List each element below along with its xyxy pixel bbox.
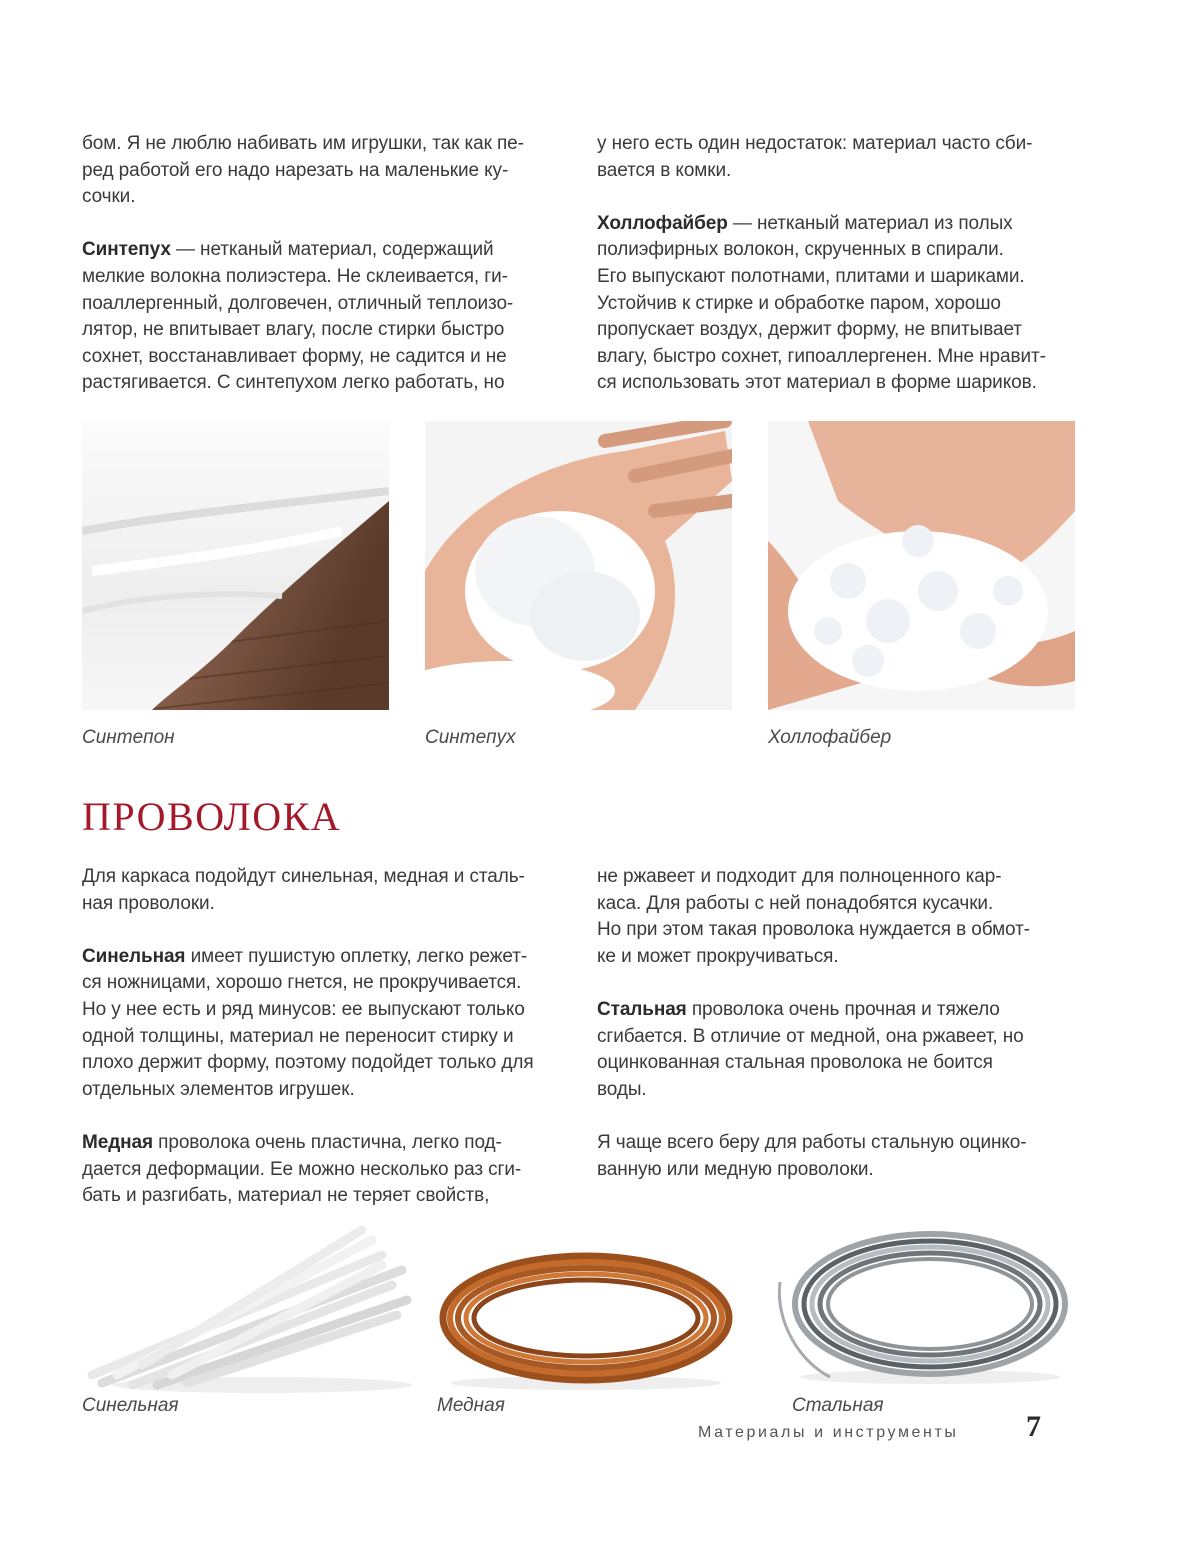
term-copper: Медная (82, 1131, 153, 1153)
chenille-wire-photo (82, 1225, 412, 1395)
copper-wire-photo (436, 1233, 742, 1393)
wire-left-column (82, 864, 582, 1236)
paragraph: у него есть один недостаток: материал часто сби- вается в комки. (597, 133, 1033, 181)
caption-sintepon: Синтепон (82, 727, 175, 748)
caption-steel: Стальная (792, 1395, 884, 1416)
term-sintepuh: Синтепух (82, 239, 171, 261)
sintepon-photo (82, 421, 389, 710)
term-steel: Стальная (597, 998, 687, 1020)
paragraph-steel: Стальная проволока очень прочная и тяжело сгибается. В отличие от медной, она ржавеет, но оцинкованная стальная проволока не боится воды. (597, 998, 1024, 1100)
paragraph: Для каркаса подойдут синельная, медная и сталь- ная проволоки. (82, 866, 525, 914)
steel-wire-photo (770, 1212, 1080, 1387)
caption-copper: Медная (437, 1395, 505, 1416)
paragraph-copper: Медная проволока очень пластична, легко под- дается деформации. Ее можно несколько раз сги- бать и разгибать, материал не теряет свойств, (82, 1131, 522, 1207)
section-title: ПРОВОЛОКА (82, 794, 342, 839)
paragraph-hollofiber: Холлофайбер — нетканый материал из полых полиэфирных волокон, скрученных в спирали. Его выпускают полотнами, плитами и шариками. Устойчив к стирке и обработке паром, хорошо пропускает воздух, держит форму, не впитывает влагу, быстро сохнет, гипоаллергенен. Мне нравит- ся использовать этот материал в форме шариков. (597, 212, 1046, 394)
caption-hollofiber: Холлофайбер (768, 727, 892, 748)
paragraph: бом. Я не люблю набивать им игрушки, так как пе- ред работой его надо нарезать на маленькие ку- сочки. (82, 133, 524, 208)
wire-right-column (597, 864, 1097, 1210)
sintepuh-photo (425, 421, 732, 710)
caption-sintepuh: Синтепух (425, 727, 516, 748)
paragraph-chenille: Синельная имеет пушистую оплетку, легко режет- ся ножницами, хорошо гнется, не прокручивается. Но у нее есть и ряд минусов: ее выпускают только одной толщины, материал не переносит стирку и плохо держит форму, поэтому подойдет только для отдельных элементов игрушек. (82, 945, 534, 1100)
paragraph: Я чаще всего беру для работы стальную оцинко- ванную или медную проволоки. (597, 1131, 1027, 1180)
term-chenille: Синельная (82, 945, 186, 967)
paragraph: не ржавеет и подходит для полноценного кар- каса. Для работы с ней понадобятся кусачки. Но при этом такая проволока нуждается в обмот- ке и может прокручиваться. (597, 866, 1030, 967)
top-right-column (597, 131, 1097, 424)
caption-chenille: Синельная (82, 1395, 179, 1416)
term-hollofiber: Холлофайбер (597, 212, 728, 234)
paragraph-sintepuh: Синтепух — нетканый материал, содержащий мелкие волокна полиэстера. Не склеивается, ги- поаллергенный, долговечен, отличный теплоизо- лятор, не впитывает влагу, после стирки быстро сохнет, восстанавливает форму, не садится и не растягивается. С синтепухом легко работать, но (82, 239, 514, 394)
page-number: 7 (1026, 1410, 1041, 1443)
hollofiber-photo (768, 421, 1075, 710)
running-footer: Материалы и инструменты (698, 1424, 959, 1441)
top-left-column (82, 131, 582, 424)
